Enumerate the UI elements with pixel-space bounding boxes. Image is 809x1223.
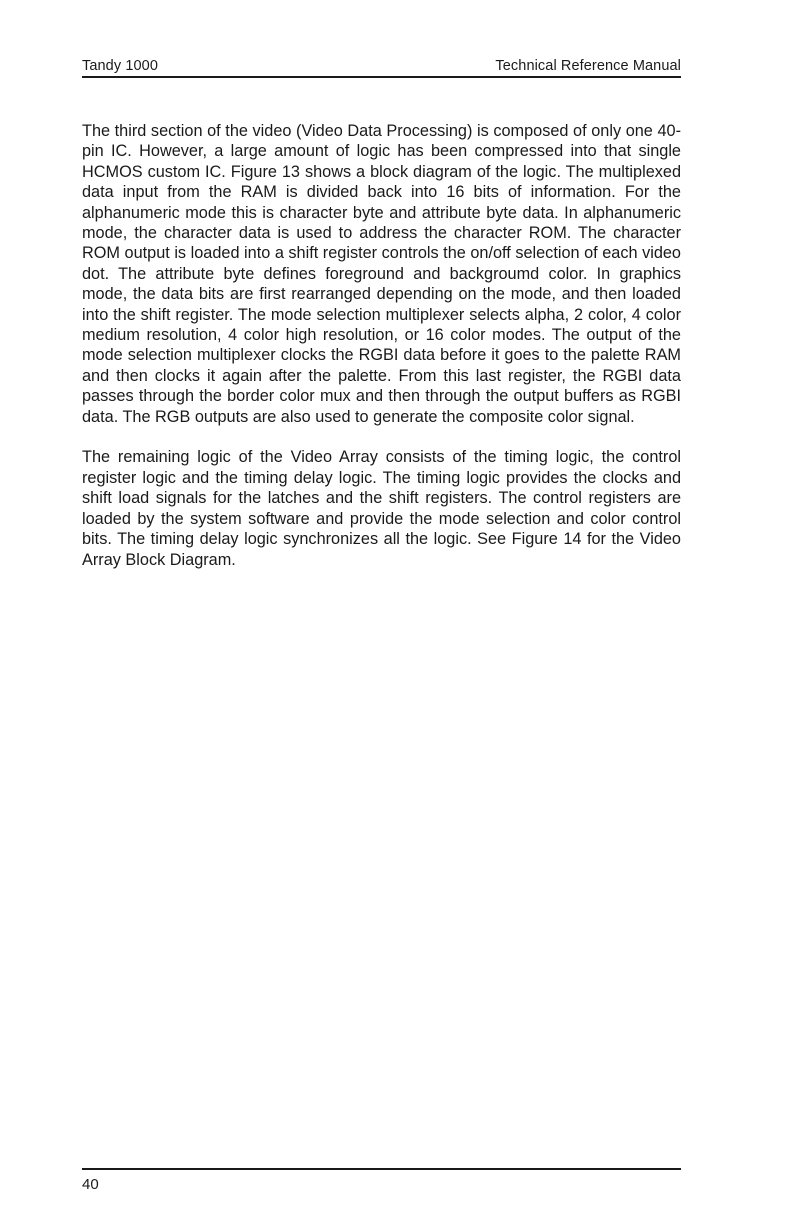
paragraph-video-array-logic: The remaining logic of the Video Array consists of the timing logic, the control register logic and the timing delay logic. The timing logic provides the clocks and shift load signals for the latches and the shift registers. The control registers are loaded by the system software and provide the mode selection and color control bits. The timing delay logic synchronizes all the logic. See Figure 14 for the Video Array Block Diagram. <box>82 448 681 569</box>
footer-rule <box>82 1168 681 1170</box>
paragraph-video-data-processing: The third section of the video (Video Data Processing) is composed of only one 40-pin IC. However, a large amount of logic has been compressed into that single HCMOS custom IC. Figure 13 shows a block diagram of the logic. The multiplexed data input from the RAM is divided back into 16 bits of information. For the alphanumeric mode this is character byte and attribute byte data. In alphanumeric mode, the character data is used to address the character ROM. The character ROM output is loaded into a shift register controls the on/off selection of each video dot. The attribute byte defines foreground and backgroumd color. In graphics mode, the data bits are first rearranged depending on the mode, and then loaded into the shift register. The mode selection multiplexer selects alpha, 2 color, 4 color medium resolution, 4 color high resolution, or 16 color modes. The output of the mode selection multiplexer clocks the RGBI data before it goes to the palette RAM and then clocks it again after the palette. From this last register, the RGBI data passes through the border color mux and then through the output buffers as RGBI data. The RGB outputs are also used to generate the composite color signal. <box>82 122 681 426</box>
header-left-title: Tandy 1000 <box>82 58 158 74</box>
header-rule <box>82 76 681 78</box>
page-number: 40 <box>82 1176 99 1193</box>
body-text <box>82 121 681 590</box>
running-header <box>82 54 681 74</box>
header-right-title: Technical Reference Manual <box>495 58 681 74</box>
